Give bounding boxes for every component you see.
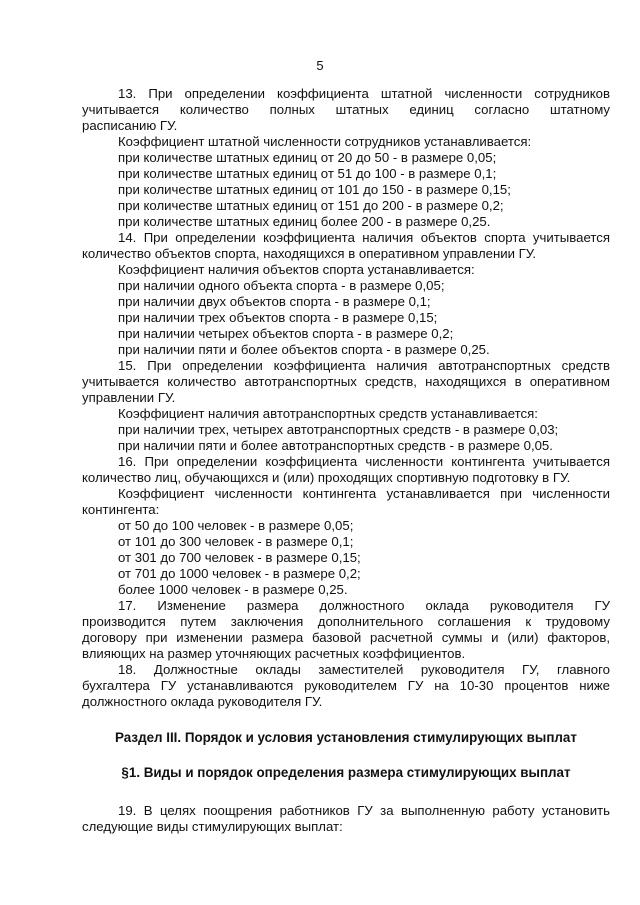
staff-item: при количестве штатных единиц более 200 - в размере 0,25. [118, 214, 491, 229]
contingent-item: от 301 до 700 человек - в размере 0,15; [118, 550, 361, 565]
staff-item: при количестве штатных единиц от 101 до 150 - в размере 0,15; [118, 182, 511, 197]
sport-item: при наличии трех объектов спорта - в размере 0,15; [118, 310, 438, 325]
coefficient-contingent-intro: Коэффициент численности контингента устанавливается при численности [118, 486, 610, 501]
paragraph-15-line: учитывается количество автотранспортных средств, находящихся в оперативном [82, 374, 610, 389]
contingent-item: от 50 до 100 человек - в размере 0,05; [118, 518, 354, 533]
sport-item: при наличии пяти и более объектов спорта - в размере 0,25. [118, 342, 490, 357]
staff-item: при количестве штатных единиц от 20 до 50 - в размере 0,05; [118, 150, 497, 165]
sport-item: при наличии одного объекта спорта - в размере 0,05; [118, 278, 445, 293]
sport-item: при наличии двух объектов спорта - в размере 0,1; [118, 294, 431, 309]
page-number: 5 [316, 58, 324, 73]
paragraph-17-line: влияющих на размер уточняющих расчетных коэффициентов. [82, 646, 466, 661]
document-body [82, 86, 610, 835]
paragraph-16-line: количество лиц, обучающихся и (или) проходящих спортивную подготовку в ГУ. [82, 470, 571, 485]
coefficient-contingent-intro: контингента: [82, 502, 160, 517]
contingent-item: от 101 до 300 человек - в размере 0,1; [118, 534, 354, 549]
paragraph-14-line: количество объектов спорта, находящихся в оперативном управлении ГУ. [82, 246, 537, 261]
paragraph-18-line: 18. Должностные оклады заместителей руководителя ГУ, главного [118, 662, 610, 677]
paragraph-17-line: производится путем заключения дополнительного соглашения к трудовому [82, 614, 610, 629]
paragraph-19-line: 19. В целях поощрения работников ГУ за выполненную работу установить [118, 803, 610, 818]
paragraph-18-line: должностного оклада руководителя ГУ. [82, 694, 323, 709]
paragraph-13-line: учитывается количество полных штатных единиц согласно штатному [82, 102, 610, 117]
paragraph-17-line: договору при изменении размера базовой расчетной суммы и (или) факторов, [82, 630, 610, 645]
contingent-item: более 1000 человек - в размере 0,25. [118, 582, 348, 597]
paragraph-19-line: следующие виды стимулирующих выплат: [82, 819, 343, 834]
section-heading: Раздел III. Порядок и условия установления стимулирующих выплат [115, 730, 577, 745]
staff-item: при количестве штатных единиц от 151 до 200 - в размере 0,2; [118, 198, 504, 213]
sport-item: при наличии четырех объектов спорта - в размере 0,2; [118, 326, 454, 341]
paragraph-16-line: 16. При определении коэффициента численности контингента учитывается [118, 454, 610, 469]
paragraph-14-line: 14. При определении коэффициента наличия объектов спорта учитывается [118, 230, 610, 245]
vehicle-item: при наличии трех, четырех автотранспортных средств - в размере 0,03; [118, 422, 559, 437]
subsection-heading: §1. Виды и порядок определения размера стимулирующих выплат [121, 765, 571, 780]
paragraph-15-line: 15. При определении коэффициента наличия автотранспортных средств [118, 358, 610, 373]
paragraph-13-line: расписанию ГУ. [82, 118, 178, 133]
contingent-item: от 701 до 1000 человек - в размере 0,2; [118, 566, 361, 581]
coefficient-vehicle-intro: Коэффициент наличия автотранспортных средств устанавливается: [118, 406, 538, 421]
paragraph-13-line: 13. При определении коэффициента штатной численности сотрудников [118, 86, 610, 101]
coefficient-sport-intro: Коэффициент наличия объектов спорта устанавливается: [118, 262, 475, 277]
vehicle-item: при наличии пяти и более автотранспортных средств - в размере 0,05. [118, 438, 553, 453]
paragraph-17-line: 17. Изменение размера должностного оклада руководителя ГУ [118, 598, 610, 613]
staff-item: при количестве штатных единиц от 51 до 100 - в размере 0,1; [118, 166, 497, 181]
coefficient-staff-intro: Коэффициент штатной численности сотрудников устанавливается: [118, 134, 532, 149]
paragraph-18-line: бухгалтера ГУ устанавливаются руководителем ГУ на 10-30 процентов ниже [82, 678, 610, 693]
paragraph-15-line: управлении ГУ. [82, 390, 176, 405]
